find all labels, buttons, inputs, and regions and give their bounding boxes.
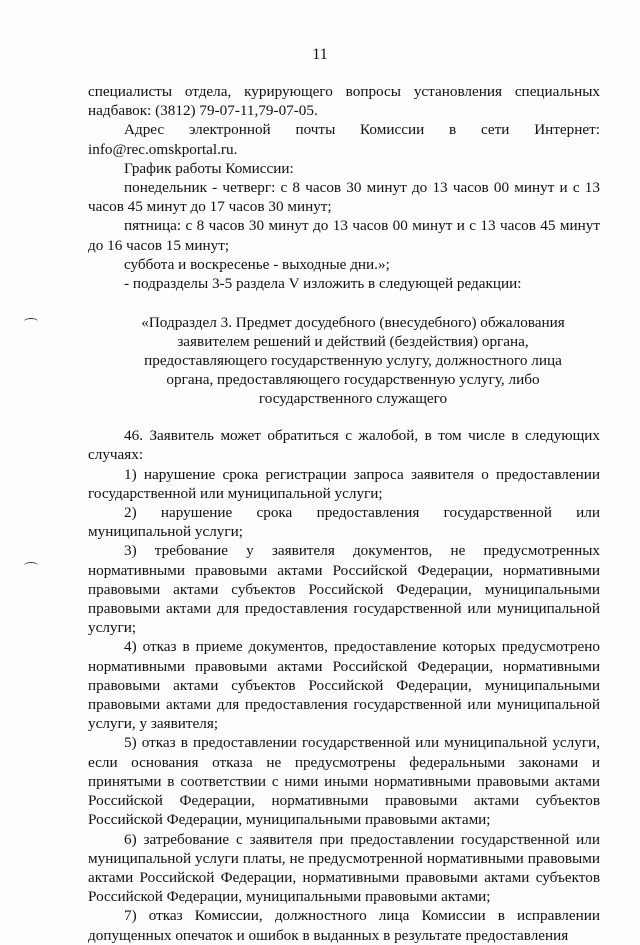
paragraph: пятница: с 8 часов 30 минут до 13 часов 00 минут и с 13 часов 45 минут до 16 часов 15 минут; <box>88 217 600 254</box>
paragraph: 6) затребование с заявителя при предоставлении государственной или муниципальной услуги платы, не предусмотренной нормативными правовыми актами Российской Федерации, нормативными правовыми актами субъектов Российской Федерации, муниципальными правовыми актами; <box>88 830 600 906</box>
paragraph: Адрес электронной почты Комиссии в сети Интернет: info@rec.omskportal.ru. <box>88 121 600 158</box>
margin-mark <box>24 318 38 325</box>
paragraph: - подразделы 3-5 раздела V изложить в следующей редакции: <box>124 275 522 293</box>
paragraph: понедельник - четверг: с 8 часов 30 минут до 13 часов 00 минут и с 13 часов 45 минут до 17 часов 30 минут; <box>88 179 600 216</box>
paragraph: суббота и воскресенье - выходные дни.»; <box>124 255 390 273</box>
intro-section <box>88 82 600 293</box>
paragraph: 46. Заявитель может обратиться с жалобой, в том числе в следующих случаях: <box>88 427 600 464</box>
paragraph: 1) нарушение срока регистрации запроса заявителя о предоставлении государственной или муниципальной услуги; <box>88 465 600 502</box>
paragraph: 7) отказ Комиссии, должностного лица Комиссии в исправлении допущенных опечаток и ошибок в выданных в результате предоставления <box>88 907 600 944</box>
paragraph: специалисты отдела, курирующего вопросы установления специальных надбавок: (3812) 79-07-11,79-07-05. <box>88 83 600 120</box>
page-number: 11 <box>312 46 328 63</box>
paragraph: 4) отказ в приеме документов, предоставление которых предусмотрено нормативными правовыми актами Российской Федерации, нормативными правовыми актами субъектов Российской Федерации, муниципальными правовыми актами для предоставления государственной или муниципальной услуги, у заявителя; <box>88 638 600 733</box>
document-body <box>88 82 600 945</box>
paragraph: 5) отказ в предоставлении государственной или муниципальной услуги, если основания отказа не предусмотрены федеральными законами и принятыми в соответствии с ними иными нормативными правовыми актами Российской Федерации, нормативными правовыми актами субъектов Российской Федерации, муниципальными правовыми актами; <box>88 734 600 829</box>
paragraph: График работы Комиссии: <box>124 159 294 177</box>
complaint-cases-section <box>88 426 600 944</box>
margin-mark <box>24 562 38 569</box>
paragraph: 2) нарушение срока предоставления государственной или муниципальной услуги; <box>88 504 600 541</box>
subsection-heading: «Подраздел 3. Предмет досудебного (внесудебного) обжалования заявителем решений и действий (бездействия) органа, предоставляющего государственную услугу, должностного лица органа, предоставляющего государственную услугу, либо государственного служащего <box>141 314 565 408</box>
paragraph: 3) требование у заявителя документов, не предусмотренных нормативными правовыми актами Российской Федерации, нормативными правовыми актами субъектов Российской Федерации, муниципальными правовыми актами для предоставления государственной или муниципальной услуги; <box>88 542 600 637</box>
